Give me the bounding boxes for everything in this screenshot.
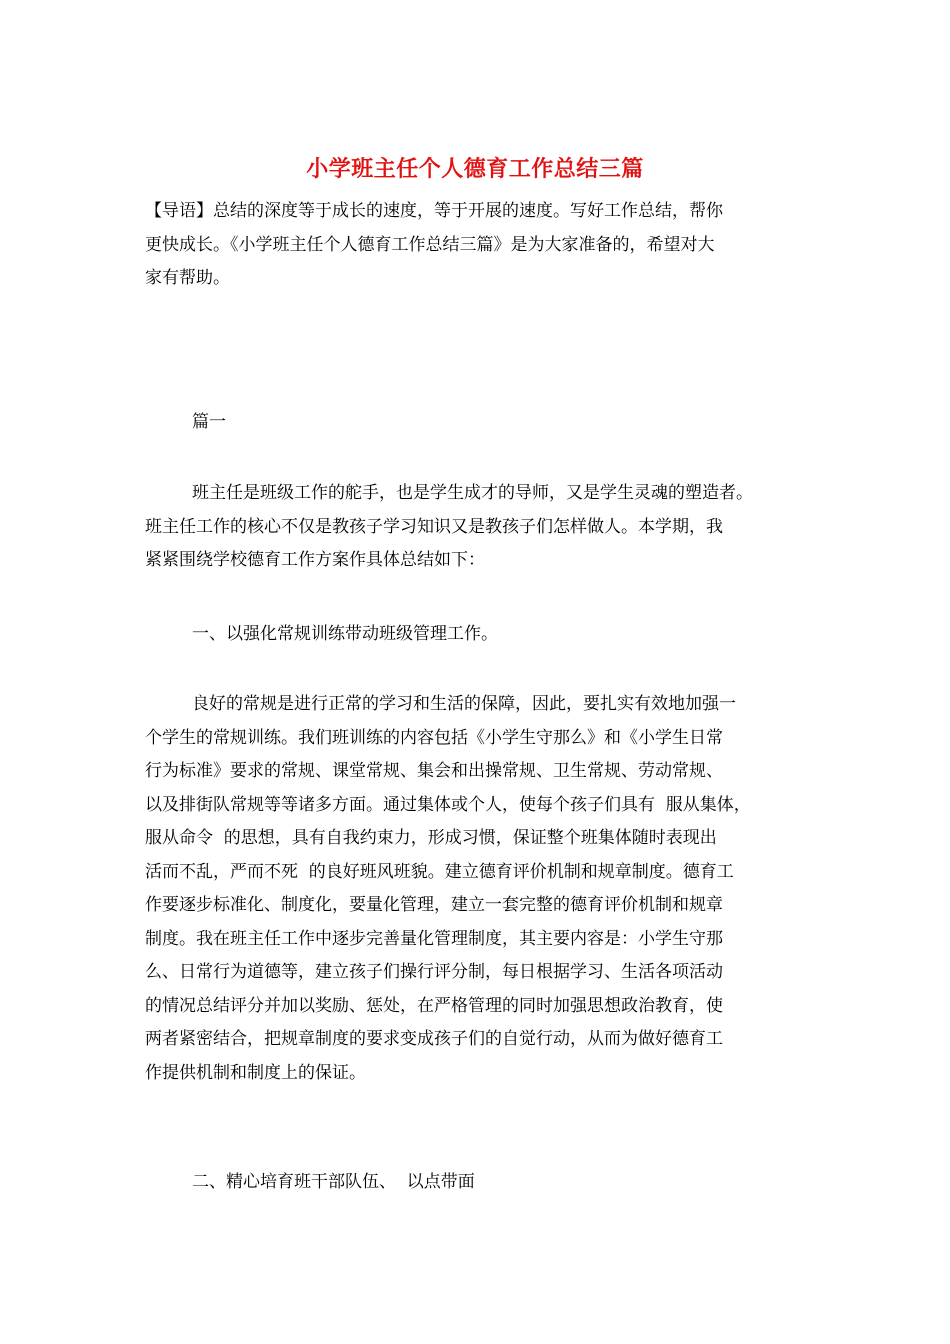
paragraph-line: 服从命令 的思想，具有自我约束力，形成习惯，保证整个班集体随时表现出 (145, 828, 717, 848)
section-1-heading-block (145, 618, 825, 652)
paragraph-line: 两者紧密结合，把规章制度的要求变成孩子们的自觉行动，从而为做好德育工 (145, 1029, 723, 1049)
intro-line: 家有帮助。 (145, 268, 230, 288)
intro-line: 【导语】总结的深度等于成长的速度，等于开展的速度。写好工作总结，帮你 (145, 201, 723, 221)
paragraph-line: 制度。我在班主任工作中逐步完善量化管理制度，其主要内容是：小学生守那 (145, 928, 723, 949)
paragraph-line: 良好的常规是进行正常的学习和生活的保障，因此，要扎实有效地加强一 (192, 694, 736, 714)
paragraph-line: 紧紧围绕学校德育工作方案作具体总结如下： (145, 550, 485, 570)
part-label-block (145, 406, 825, 440)
paragraph-line: 行为标准》要求的常规、课堂常规、集会和出操常规、卫生常规、劳动常规、 (145, 761, 723, 781)
part-label: 篇一 (192, 412, 226, 432)
paragraph-line: 活而不乱，严而不死 的良好班风班貌。建立德育评价机制和规章制度。德育工 (145, 861, 734, 882)
section-heading: 一、以强化常规训练带动班级管理工作。 (192, 624, 498, 644)
paragraph-line: 作提供机制和制度上的保证。 (145, 1062, 366, 1083)
paragraph-line: 班主任工作的核心不仅是教孩子学习知识又是教孩子们怎样做人。本学期，我 (145, 516, 723, 537)
paragraph-2 (145, 688, 825, 1090)
paragraph-line: 个学生的常规训练。我们班训练的内容包括《小学生守那么》和《小学生日常 (145, 727, 723, 748)
intro-paragraph (145, 195, 825, 296)
paragraph-line: 的情况总结评分并加以奖励、惩处，在严格管理的同时加强思想政治教育，使 (145, 995, 723, 1016)
paragraph-line: 作要逐步标准化、制度化，要量化管理，建立一套完整的德育评价机制和规章 (145, 895, 723, 915)
paragraph-line: 班主任是班级工作的舵手，也是学生成才的导师，又是学生灵魂的塑造者。 (192, 483, 753, 503)
paragraph-line: 以及排街队常规等等诸多方面。通过集体或个人，使每个孩子们具有 服从集体， (145, 794, 751, 815)
section-heading: 二、精心培育班干部队伍、 以点带面 (192, 1172, 475, 1192)
section-2-heading-block (145, 1166, 825, 1200)
paragraph-1 (145, 477, 825, 578)
intro-line: 更快成长。《小学班主任个人德育工作总结三篇》是为大家准备的，希望对大 (145, 234, 715, 255)
document-title: 小学班主任个人德育工作总结三篇 (306, 156, 644, 182)
paragraph-line: 么、日常行为道德等，建立孩子们操行评分制，每日根据学习、生活各项活动 (145, 962, 723, 982)
